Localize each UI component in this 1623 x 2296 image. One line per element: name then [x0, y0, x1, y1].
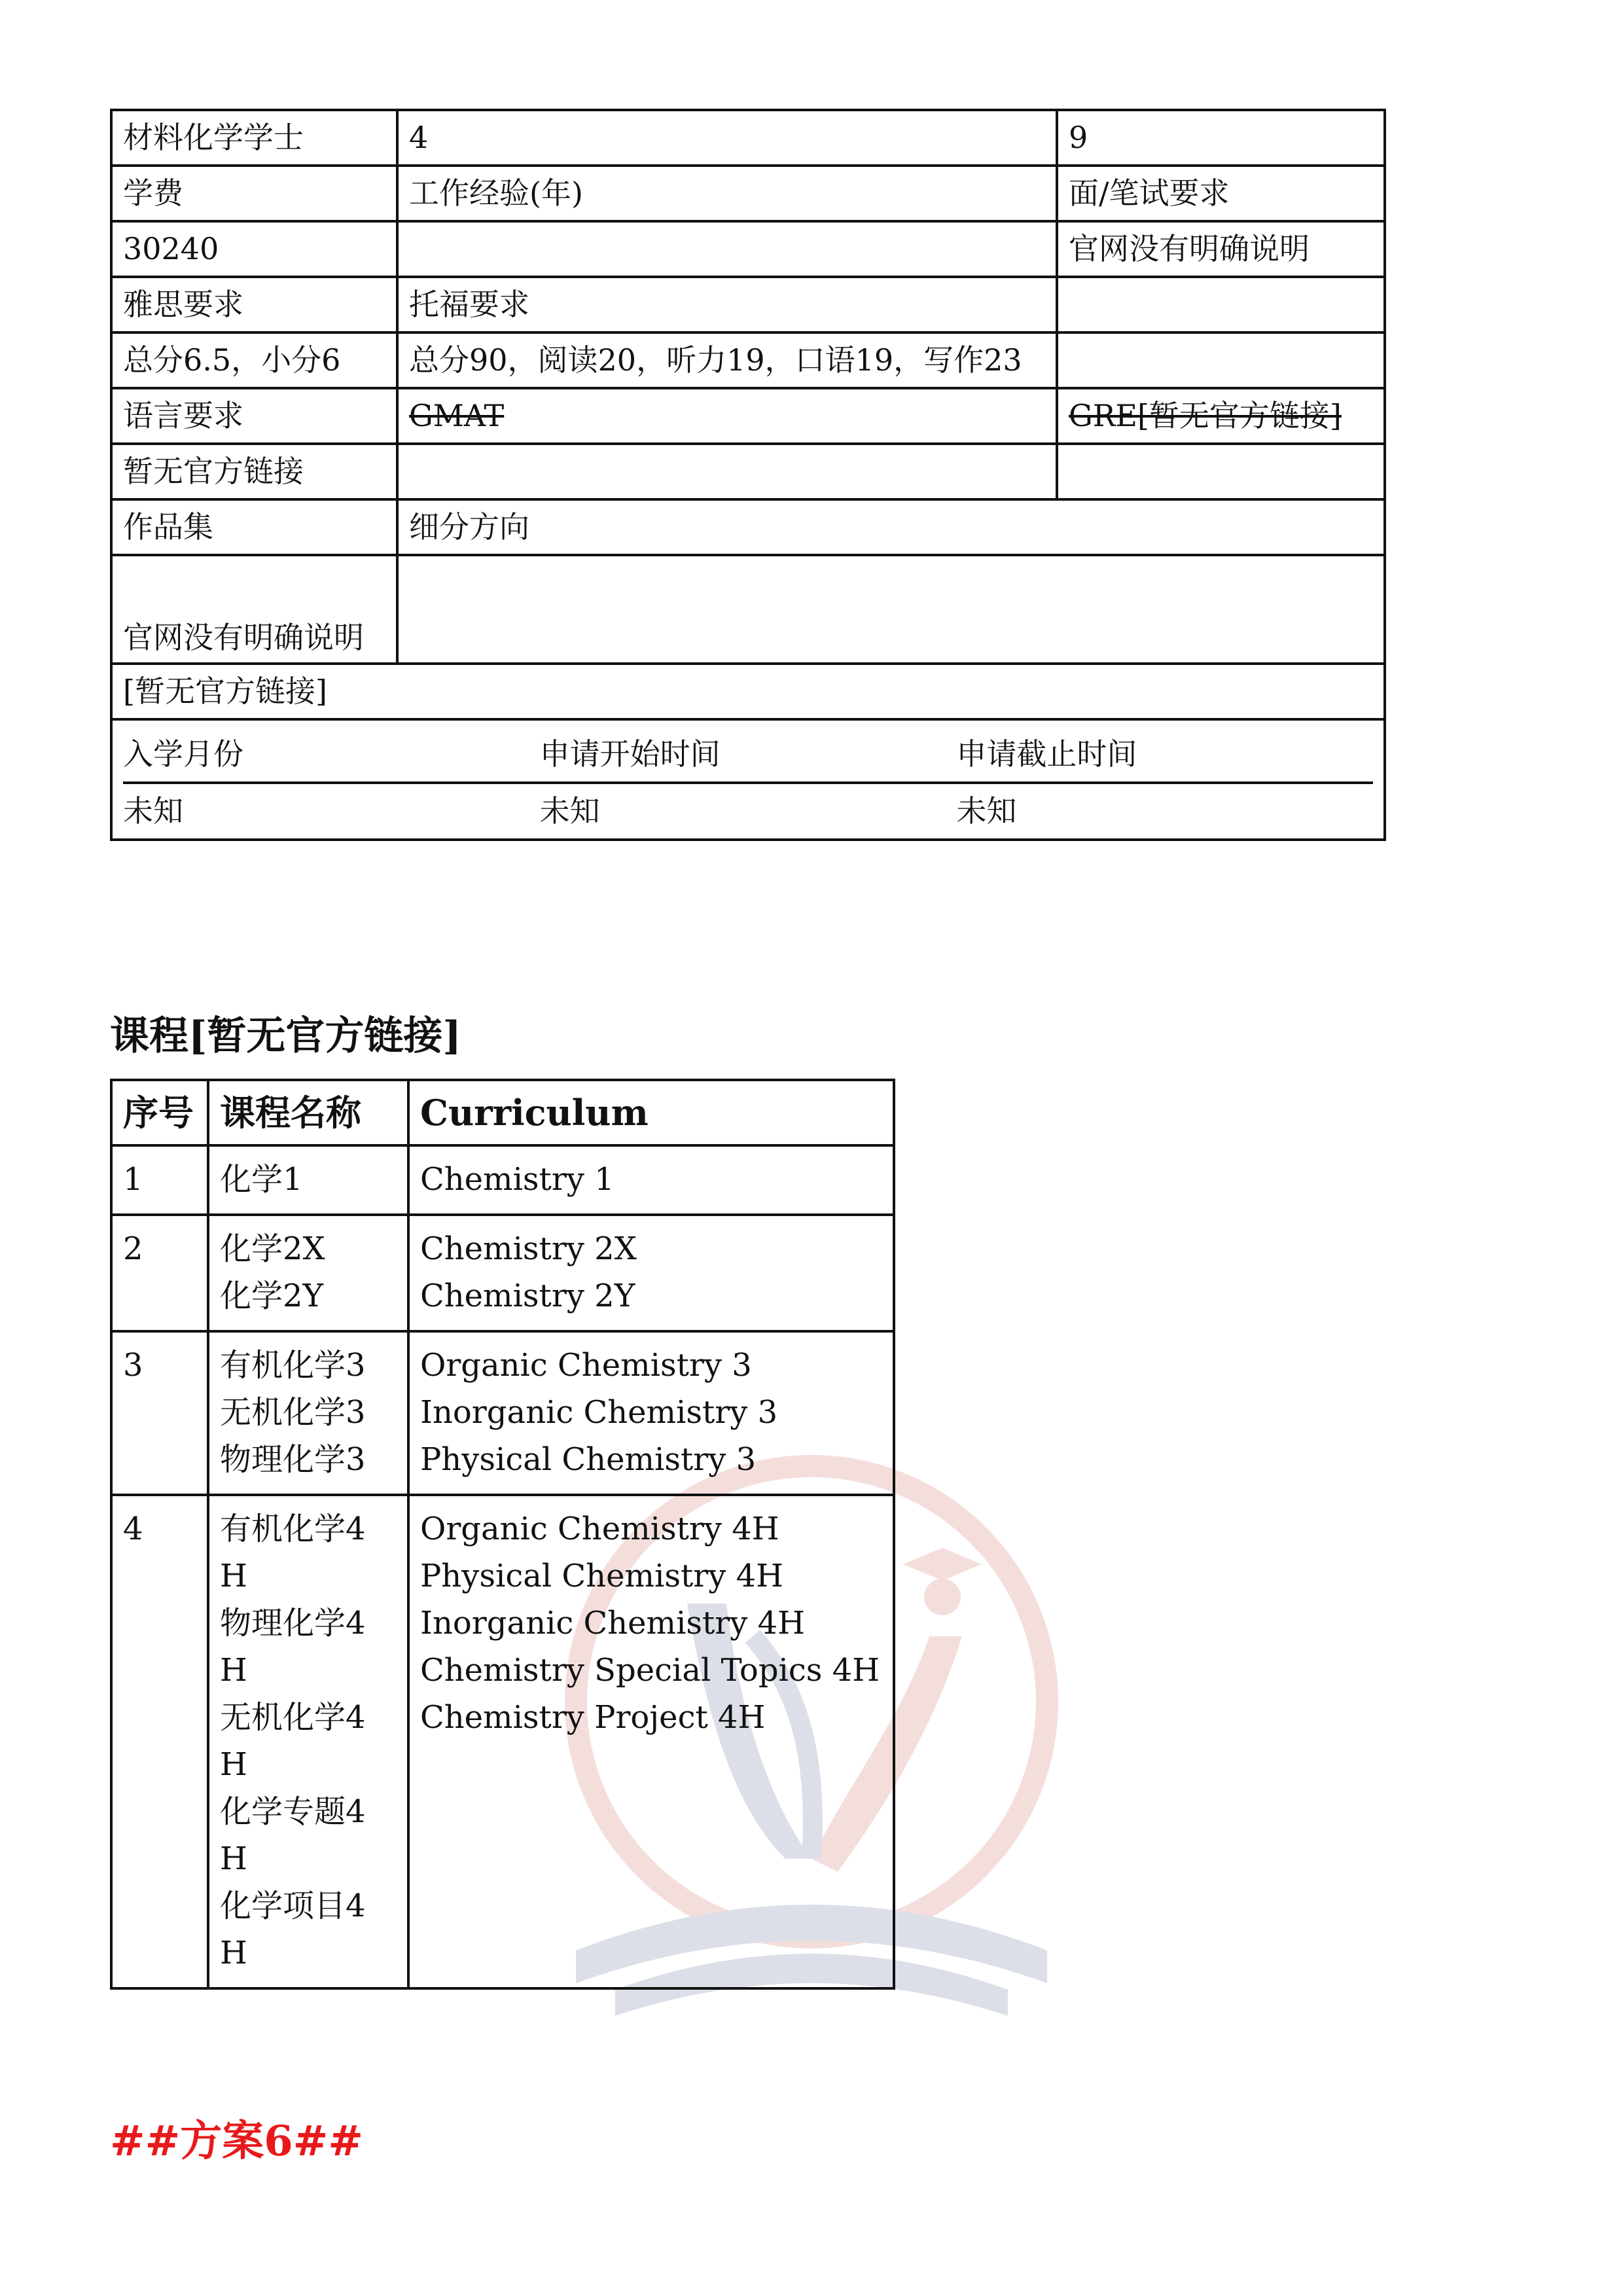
course-line: H	[220, 1558, 247, 1594]
info-row-intake	[111, 719, 1385, 840]
course-name-cn	[208, 1331, 408, 1495]
toefl-value: 总分90，阅读20，听力19，口语19，写作23	[397, 332, 1057, 388]
language-requirement-label: 语言要求	[111, 388, 397, 444]
application-deadline-label: 申请截止时间	[956, 736, 1137, 772]
tuition-value: 30240	[111, 221, 397, 277]
course-line: Physical Chemistry 4H	[420, 1558, 783, 1594]
row-number: 1	[111, 1145, 208, 1215]
info-row-portfolio-values	[111, 555, 1385, 664]
gre-value	[1057, 444, 1385, 499]
course-line: H	[220, 1652, 247, 1689]
course-line: Chemistry Project 4H	[420, 1699, 766, 1736]
info-row-link	[111, 664, 1385, 719]
info-row-values	[111, 221, 1385, 277]
gmat-label: GMAT	[397, 388, 1057, 444]
ielts-value: 总分6.5，小分6	[111, 332, 397, 388]
official-link-note: [暂无官方链接]	[111, 664, 1385, 719]
table-row	[111, 1495, 894, 1988]
intake-month-label: 入学月份	[123, 736, 243, 772]
course-header-row	[111, 1080, 894, 1145]
row-number: 3	[111, 1331, 208, 1495]
application-deadline-value: 未知	[956, 793, 1017, 829]
table-row	[111, 1331, 894, 1495]
course-line: Chemistry 1	[420, 1161, 615, 1198]
portfolio-value: 官网没有明确说明	[111, 555, 397, 664]
application-start-value: 未知	[539, 793, 600, 829]
interview-label: 面/笔试要求	[1057, 166, 1385, 221]
info-cell	[1057, 277, 1385, 332]
info-row-portfolio-header	[111, 499, 1385, 555]
degree-name: 材料化学学士	[111, 110, 397, 166]
specialization-value	[397, 555, 1385, 664]
plan-heading: ##方案6##	[110, 2117, 364, 2166]
course-line: H	[220, 1840, 247, 1877]
course-line: Physical Chemistry 3	[420, 1441, 757, 1478]
course-section-title: 课程[暂无官方链接]	[110, 1013, 461, 1059]
course-line: H	[220, 1935, 247, 1971]
course-line: Organic Chemistry 3	[420, 1347, 752, 1384]
course-name-en	[408, 1215, 894, 1331]
course-line: H	[220, 1746, 247, 1783]
intake-header-row	[123, 721, 1373, 784]
portfolio-label: 作品集	[111, 499, 397, 555]
course-name-cn	[208, 1495, 408, 1988]
course-line: 化学专题4	[220, 1793, 366, 1830]
work-experience-value	[397, 221, 1057, 277]
table-row	[111, 1215, 894, 1331]
interview-value: 官网没有明确说明	[1057, 221, 1385, 277]
intake-cell	[111, 719, 1385, 840]
row-number: 4	[111, 1495, 208, 1988]
course-name-en	[408, 1495, 894, 1988]
course-line: 物理化学4	[220, 1605, 366, 1641]
info-cell: 4	[397, 110, 1057, 166]
info-row-language-header	[111, 277, 1385, 332]
ielts-label: 雅思要求	[111, 277, 397, 332]
course-line: 化学2Y	[220, 1278, 324, 1314]
course-line: Inorganic Chemistry 4H	[420, 1605, 806, 1641]
info-row-degree	[111, 110, 1385, 166]
info-row-header	[111, 166, 1385, 221]
info-row-language-values	[111, 332, 1385, 388]
course-name-cn	[208, 1145, 408, 1215]
program-info-table	[110, 109, 1386, 841]
column-header-course-name: 课程名称	[208, 1080, 408, 1145]
toefl-label: 托福要求	[397, 277, 1057, 332]
intake-value-row	[123, 784, 1373, 838]
course-name-en	[408, 1145, 894, 1215]
info-row-tests-values	[111, 444, 1385, 499]
course-line: 无机化学3	[220, 1394, 366, 1431]
table-row	[111, 1145, 894, 1215]
intake-month-value: 未知	[123, 793, 183, 829]
language-requirement-value: 暂无官方链接	[111, 444, 397, 499]
column-header-curriculum: Curriculum	[408, 1080, 894, 1145]
specialization-label: 细分方向	[397, 499, 1385, 555]
application-start-label: 申请开始时间	[539, 736, 721, 772]
course-line: Chemistry 2Y	[420, 1278, 635, 1314]
intake-subtable	[123, 721, 1373, 838]
course-table	[110, 1079, 895, 1990]
column-header-number: 序号	[111, 1080, 208, 1145]
gre-label: GRE[暂无官方链接]	[1057, 388, 1385, 444]
row-number: 2	[111, 1215, 208, 1331]
info-cell: 9	[1057, 110, 1385, 166]
course-line: 无机化学4	[220, 1699, 366, 1736]
course-name-en	[408, 1331, 894, 1495]
info-cell	[1057, 332, 1385, 388]
course-line: Chemistry Special Topics 4H	[420, 1652, 880, 1689]
course-line: 化学2X	[220, 1230, 325, 1267]
course-line: 化学项目4	[220, 1888, 366, 1924]
course-line: 物理化学3	[220, 1441, 366, 1478]
course-line: Inorganic Chemistry 3	[420, 1394, 778, 1431]
work-experience-label: 工作经验(年)	[397, 166, 1057, 221]
course-line: 化学1	[220, 1161, 303, 1198]
course-line: 有机化学4	[220, 1511, 366, 1547]
course-line: Chemistry 2X	[420, 1230, 637, 1267]
course-line: 有机化学3	[220, 1347, 366, 1384]
course-name-cn	[208, 1215, 408, 1331]
info-row-tests-header	[111, 388, 1385, 444]
tuition-label: 学费	[111, 166, 397, 221]
course-line: Organic Chemistry 4H	[420, 1511, 779, 1547]
gmat-value	[397, 444, 1057, 499]
